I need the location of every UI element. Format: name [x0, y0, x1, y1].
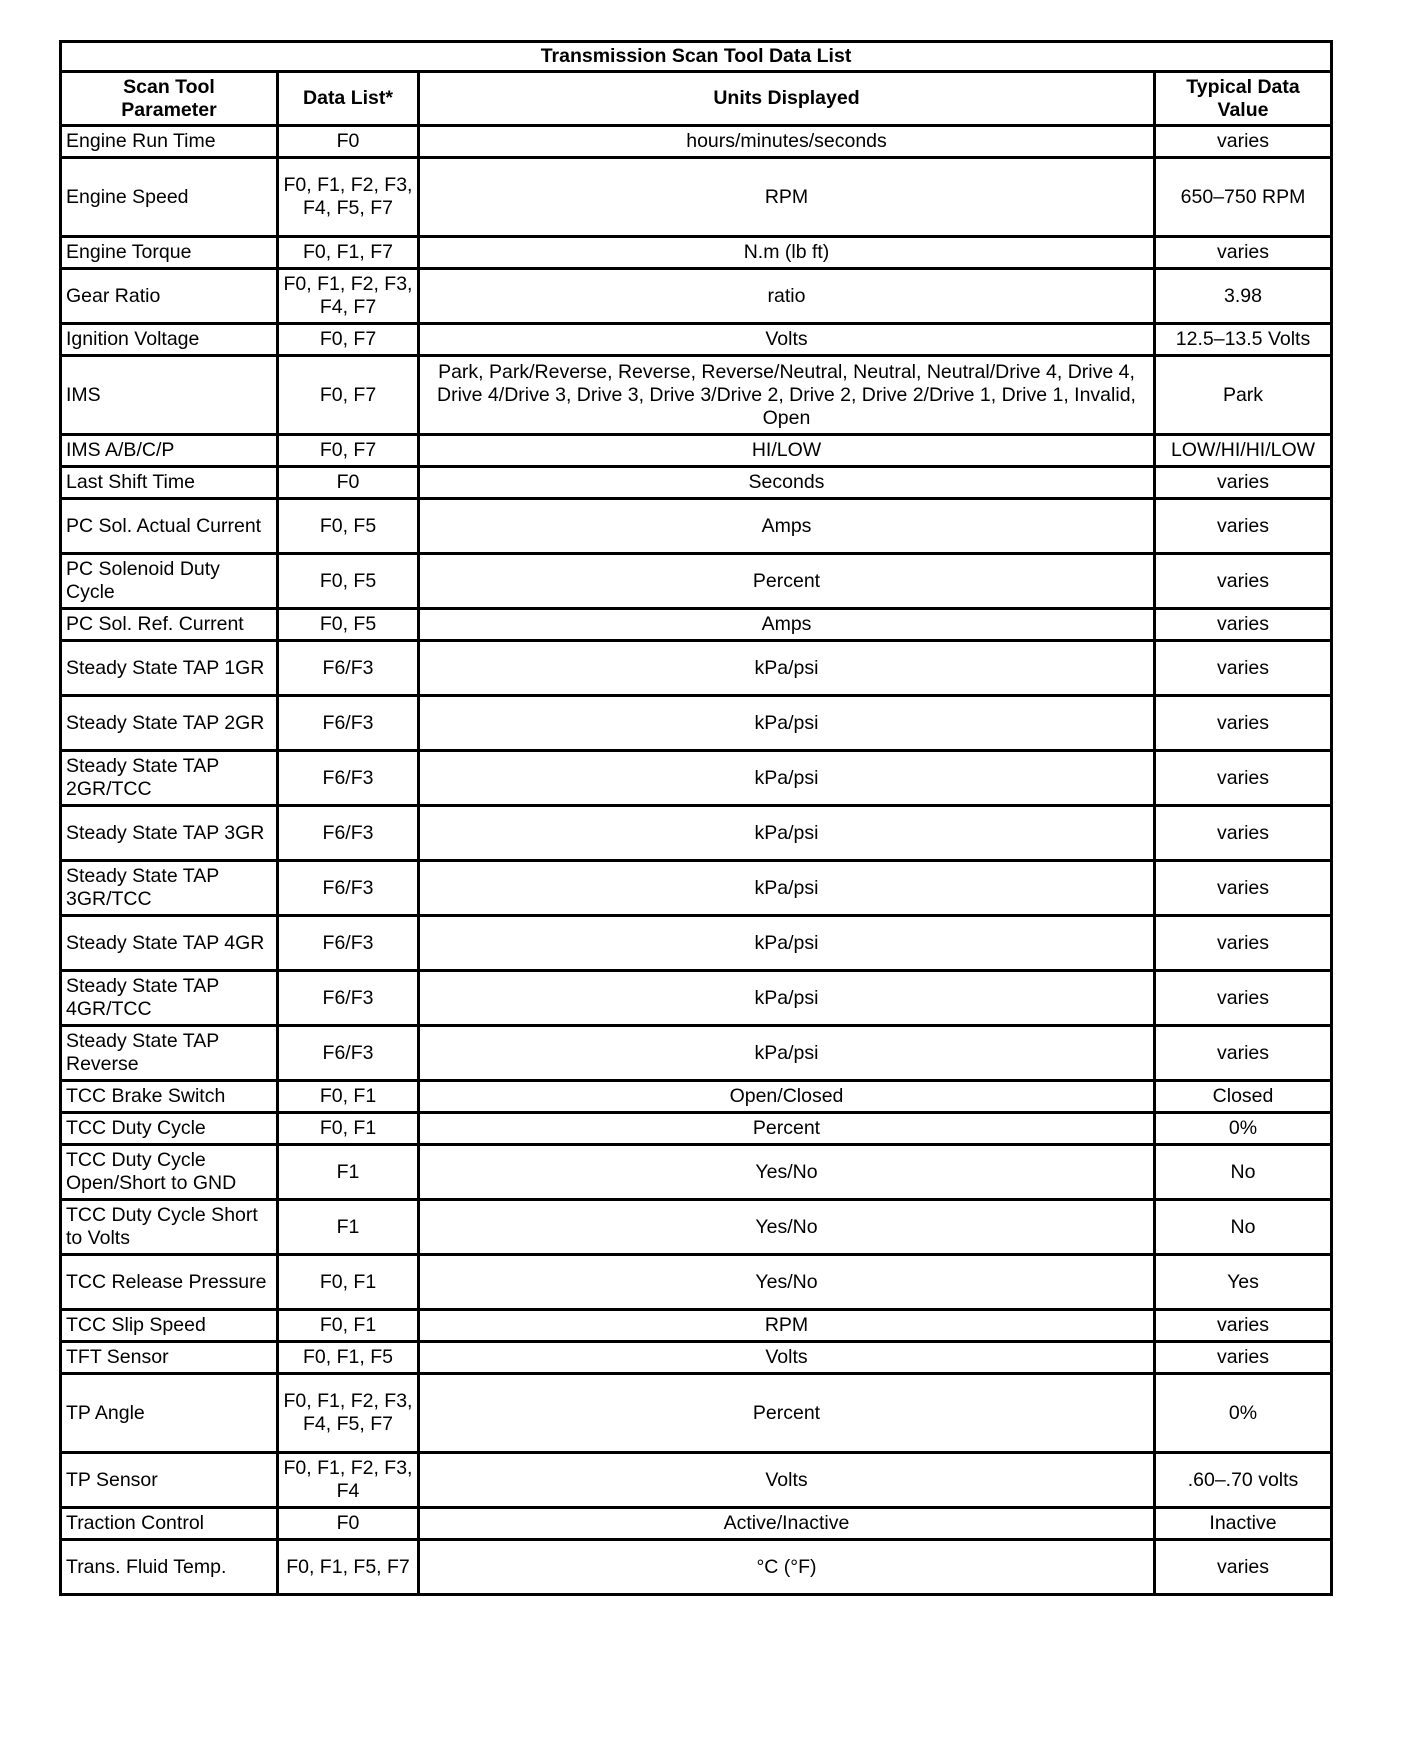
- data-list-cell: F0: [278, 467, 419, 499]
- units-cell: RPM: [419, 1310, 1155, 1342]
- units-cell: °C (°F): [419, 1540, 1155, 1595]
- data-list-cell: F0, F1: [278, 1255, 419, 1310]
- units-cell: Yes/No: [419, 1145, 1155, 1200]
- typical-value-cell: varies: [1155, 554, 1332, 609]
- parameter-cell: Ignition Voltage: [61, 324, 278, 356]
- data-list-cell: F1: [278, 1145, 419, 1200]
- parameter-cell: TCC Brake Switch: [61, 1081, 278, 1113]
- parameter-cell: Steady State TAP Reverse: [61, 1026, 278, 1081]
- data-list-cell: F1: [278, 1200, 419, 1255]
- table-row: [61, 554, 1332, 609]
- parameter-cell: IMS: [61, 356, 278, 435]
- table-row: [61, 237, 1332, 269]
- units-cell: kPa/psi: [419, 861, 1155, 916]
- typical-value-cell: varies: [1155, 467, 1332, 499]
- units-cell: Active/Inactive: [419, 1508, 1155, 1540]
- parameter-cell: PC Solenoid Duty Cycle: [61, 554, 278, 609]
- data-list-cell: F0, F1: [278, 1081, 419, 1113]
- table-row: [61, 467, 1332, 499]
- typical-value-cell: varies: [1155, 499, 1332, 554]
- table-row: [61, 1508, 1332, 1540]
- header-parameter: Scan Tool Parameter: [61, 72, 278, 126]
- data-list-cell: F6/F3: [278, 696, 419, 751]
- typical-value-cell: Yes: [1155, 1255, 1332, 1310]
- table-row: [61, 641, 1332, 696]
- typical-value-cell: varies: [1155, 751, 1332, 806]
- typical-value-cell: Park: [1155, 356, 1332, 435]
- units-cell: hours/minutes/seconds: [419, 126, 1155, 158]
- data-list-cell: F0, F1: [278, 1113, 419, 1145]
- table-row: [61, 499, 1332, 554]
- data-list-cell: F0, F7: [278, 356, 419, 435]
- units-cell: Volts: [419, 1453, 1155, 1508]
- table-row: [61, 1145, 1332, 1200]
- units-cell: kPa/psi: [419, 696, 1155, 751]
- units-cell: Seconds: [419, 467, 1155, 499]
- parameter-cell: Gear Ratio: [61, 269, 278, 324]
- typical-value-cell: 0%: [1155, 1113, 1332, 1145]
- data-list-cell: F0, F1, F5: [278, 1342, 419, 1374]
- typical-value-cell: Inactive: [1155, 1508, 1332, 1540]
- typical-value-cell: 650–750 RPM: [1155, 158, 1332, 237]
- units-cell: Percent: [419, 1374, 1155, 1453]
- units-cell: N.m (lb ft): [419, 237, 1155, 269]
- typical-value-cell: varies: [1155, 916, 1332, 971]
- data-list-cell: F6/F3: [278, 751, 419, 806]
- parameter-cell: Engine Torque: [61, 237, 278, 269]
- typical-value-cell: varies: [1155, 237, 1332, 269]
- header-data-list: Data List*: [278, 72, 419, 126]
- units-cell: kPa/psi: [419, 1026, 1155, 1081]
- table-title: Transmission Scan Tool Data List: [61, 42, 1332, 72]
- data-list-cell: F6/F3: [278, 806, 419, 861]
- units-cell: Park, Park/Reverse, Reverse, Reverse/Neutral, Neutral, Neutral/Drive 4, Drive 4, Drive 4/Drive 3, Drive 3, Drive 3/Drive 2, Drive 2, Drive 2/Drive 1, Drive 1, Invalid, Open: [419, 356, 1155, 435]
- units-cell: Percent: [419, 1113, 1155, 1145]
- table-row: [61, 435, 1332, 467]
- table-row: [61, 356, 1332, 435]
- typical-value-cell: varies: [1155, 1310, 1332, 1342]
- parameter-cell: Steady State TAP 3GR/TCC: [61, 861, 278, 916]
- units-cell: Volts: [419, 1342, 1155, 1374]
- units-cell: HI/LOW: [419, 435, 1155, 467]
- parameter-cell: TCC Duty Cycle: [61, 1113, 278, 1145]
- table-row: [61, 1026, 1332, 1081]
- data-list-cell: F6/F3: [278, 641, 419, 696]
- typical-value-cell: varies: [1155, 971, 1332, 1026]
- units-cell: Yes/No: [419, 1255, 1155, 1310]
- parameter-cell: PC Sol. Ref. Current: [61, 609, 278, 641]
- data-list-cell: F0, F1, F2, F3, F4, F5, F7: [278, 1374, 419, 1453]
- data-list-cell: F0, F5: [278, 554, 419, 609]
- parameter-cell: Trans. Fluid Temp.: [61, 1540, 278, 1595]
- table-row: [61, 1113, 1332, 1145]
- typical-value-cell: .60–.70 volts: [1155, 1453, 1332, 1508]
- parameter-cell: TCC Duty Cycle Short to Volts: [61, 1200, 278, 1255]
- units-cell: kPa/psi: [419, 751, 1155, 806]
- table-row: [61, 916, 1332, 971]
- data-list-cell: F6/F3: [278, 1026, 419, 1081]
- typical-value-cell: LOW/HI/HI/LOW: [1155, 435, 1332, 467]
- typical-value-cell: 0%: [1155, 1374, 1332, 1453]
- parameter-cell: TCC Release Pressure: [61, 1255, 278, 1310]
- header-units: Units Displayed: [419, 72, 1155, 126]
- typical-value-cell: 3.98: [1155, 269, 1332, 324]
- table-row: [61, 324, 1332, 356]
- units-cell: kPa/psi: [419, 806, 1155, 861]
- typical-value-cell: varies: [1155, 1342, 1332, 1374]
- units-cell: Percent: [419, 554, 1155, 609]
- parameter-cell: Engine Speed: [61, 158, 278, 237]
- data-list-cell: F0: [278, 126, 419, 158]
- typical-value-cell: varies: [1155, 1026, 1332, 1081]
- scan-tool-data-table: [59, 40, 1333, 1596]
- units-cell: RPM: [419, 158, 1155, 237]
- parameter-cell: Steady State TAP 1GR: [61, 641, 278, 696]
- data-list-cell: F0, F1: [278, 1310, 419, 1342]
- table-row: [61, 1310, 1332, 1342]
- parameter-cell: TP Sensor: [61, 1453, 278, 1508]
- units-cell: Volts: [419, 324, 1155, 356]
- table-row: [61, 1255, 1332, 1310]
- table-row: [61, 696, 1332, 751]
- table-row: [61, 158, 1332, 237]
- parameter-cell: TCC Slip Speed: [61, 1310, 278, 1342]
- data-list-cell: F0, F1, F5, F7: [278, 1540, 419, 1595]
- parameter-cell: TFT Sensor: [61, 1342, 278, 1374]
- parameter-cell: Last Shift Time: [61, 467, 278, 499]
- parameter-cell: PC Sol. Actual Current: [61, 499, 278, 554]
- table-row: [61, 1081, 1332, 1113]
- data-list-cell: F6/F3: [278, 916, 419, 971]
- typical-value-cell: varies: [1155, 696, 1332, 751]
- units-cell: kPa/psi: [419, 641, 1155, 696]
- data-list-cell: F6/F3: [278, 861, 419, 916]
- units-cell: Amps: [419, 499, 1155, 554]
- table-row: [61, 861, 1332, 916]
- typical-value-cell: varies: [1155, 806, 1332, 861]
- parameter-cell: Traction Control: [61, 1508, 278, 1540]
- units-cell: ratio: [419, 269, 1155, 324]
- units-cell: Amps: [419, 609, 1155, 641]
- table-row: [61, 1453, 1332, 1508]
- parameter-cell: Steady State TAP 4GR: [61, 916, 278, 971]
- data-list-cell: F0, F1, F2, F3, F4: [278, 1453, 419, 1508]
- parameter-cell: Steady State TAP 3GR: [61, 806, 278, 861]
- units-cell: Open/Closed: [419, 1081, 1155, 1113]
- parameter-cell: Steady State TAP 2GR/TCC: [61, 751, 278, 806]
- units-cell: kPa/psi: [419, 916, 1155, 971]
- table-row: [61, 971, 1332, 1026]
- typical-value-cell: 12.5–13.5 Volts: [1155, 324, 1332, 356]
- data-list-cell: F6/F3: [278, 971, 419, 1026]
- typical-value-cell: No: [1155, 1145, 1332, 1200]
- header-typical-value: Typical Data Value: [1155, 72, 1332, 126]
- table-row: [61, 1342, 1332, 1374]
- units-cell: kPa/psi: [419, 971, 1155, 1026]
- parameter-cell: TCC Duty Cycle Open/Short to GND: [61, 1145, 278, 1200]
- parameter-cell: TP Angle: [61, 1374, 278, 1453]
- data-list-cell: F0, F5: [278, 499, 419, 554]
- parameter-cell: IMS A/B/C/P: [61, 435, 278, 467]
- data-list-cell: F0, F1, F2, F3, F4, F7: [278, 269, 419, 324]
- typical-value-cell: varies: [1155, 1540, 1332, 1595]
- data-list-cell: F0: [278, 1508, 419, 1540]
- data-list-cell: F0, F7: [278, 324, 419, 356]
- parameter-cell: Steady State TAP 4GR/TCC: [61, 971, 278, 1026]
- table-row: [61, 1200, 1332, 1255]
- table-row: [61, 269, 1332, 324]
- table-row: [61, 1374, 1332, 1453]
- typical-value-cell: No: [1155, 1200, 1332, 1255]
- parameter-cell: Steady State TAP 2GR: [61, 696, 278, 751]
- table-row: [61, 609, 1332, 641]
- table-body: [61, 126, 1332, 1595]
- data-list-cell: F0, F5: [278, 609, 419, 641]
- typical-value-cell: varies: [1155, 609, 1332, 641]
- table-row: [61, 751, 1332, 806]
- typical-value-cell: varies: [1155, 641, 1332, 696]
- typical-value-cell: varies: [1155, 861, 1332, 916]
- typical-value-cell: varies: [1155, 126, 1332, 158]
- parameter-cell: Engine Run Time: [61, 126, 278, 158]
- table-row: [61, 806, 1332, 861]
- data-list-cell: F0, F1, F7: [278, 237, 419, 269]
- data-list-cell: F0, F7: [278, 435, 419, 467]
- table-row: [61, 1540, 1332, 1595]
- table-row: [61, 126, 1332, 158]
- units-cell: Yes/No: [419, 1200, 1155, 1255]
- typical-value-cell: Closed: [1155, 1081, 1332, 1113]
- data-list-cell: F0, F1, F2, F3, F4, F5, F7: [278, 158, 419, 237]
